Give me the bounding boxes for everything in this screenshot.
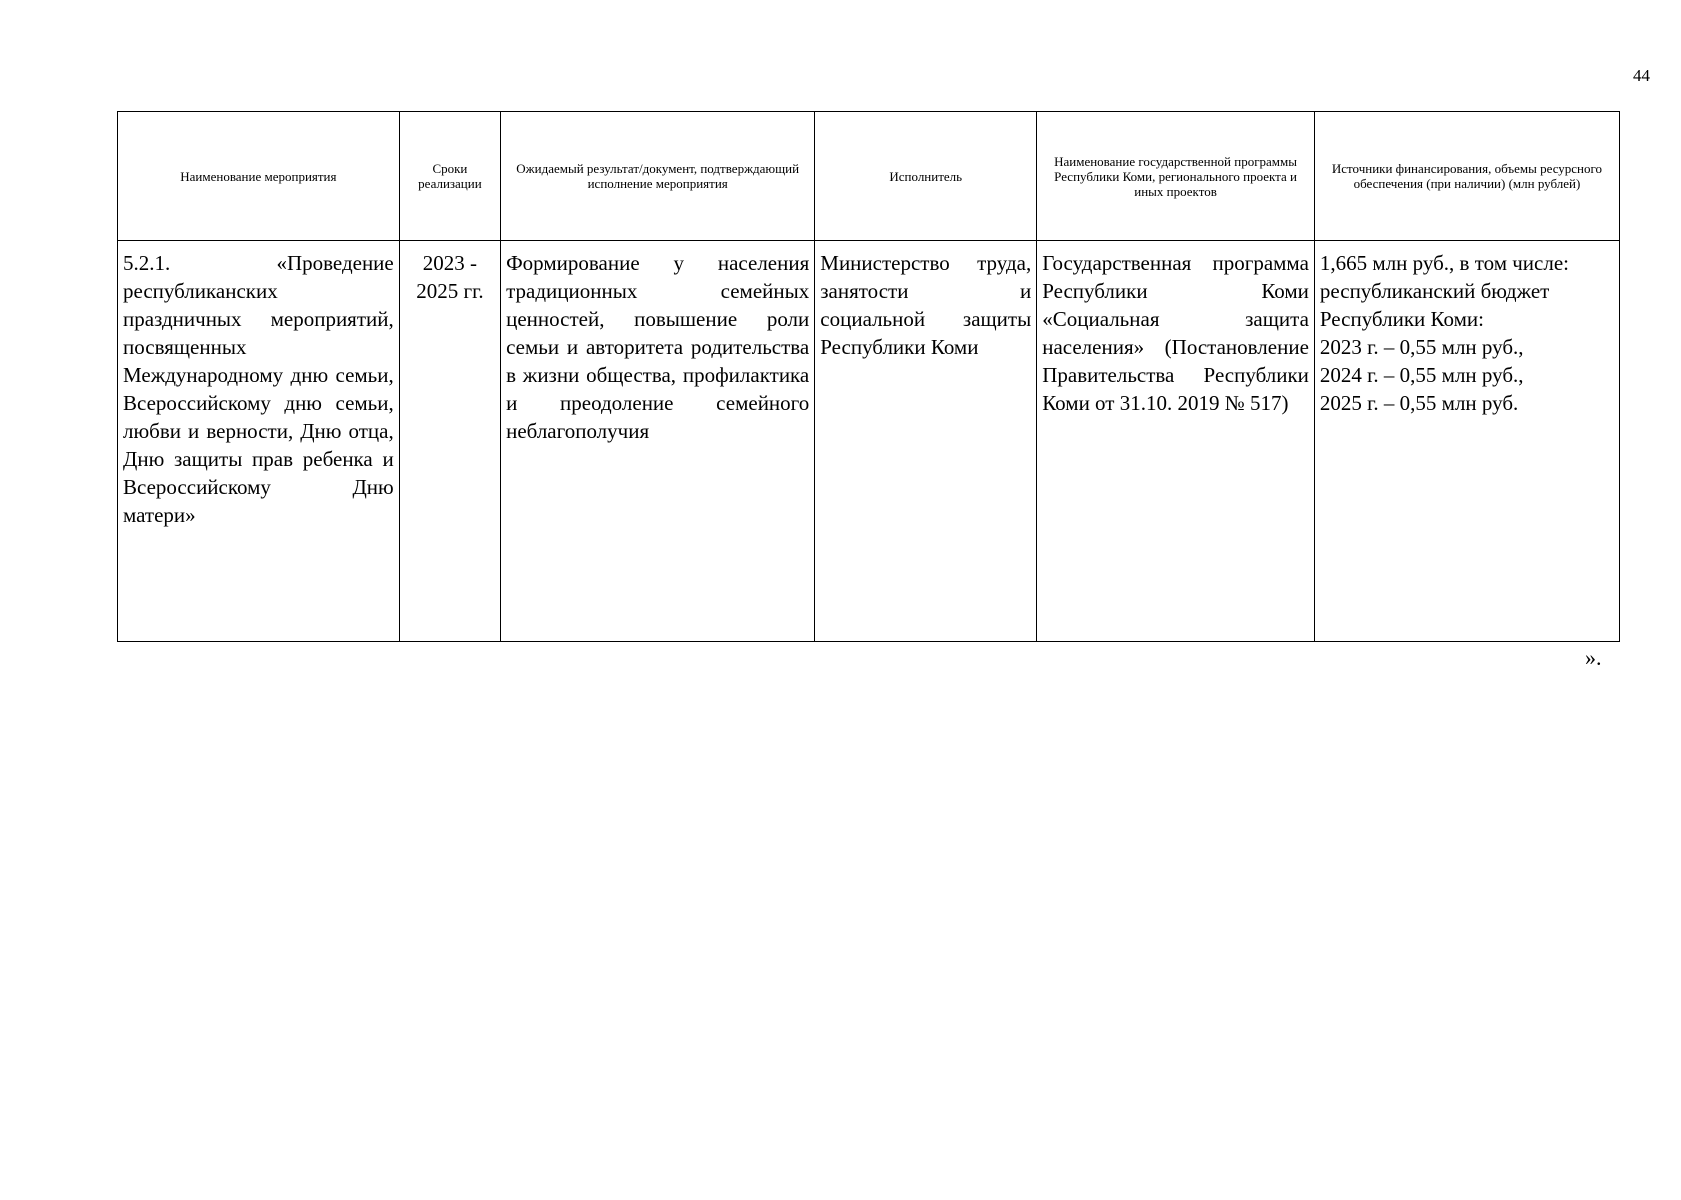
closing-quote-mark: ». xyxy=(1585,645,1602,670)
funding-2024: 2024 г. – 0,55 млн руб., xyxy=(1319,363,1524,387)
funding-2023: 2023 г. – 0,55 млн руб., xyxy=(1319,335,1524,359)
header-period: Сроки реализации xyxy=(399,112,500,241)
cell-period: 2023 - 2025 гг. xyxy=(399,241,500,642)
header-funding: Источники финансирования, объемы ресурсного обеспечения (при наличии) (млн рублей) xyxy=(1314,112,1619,241)
measures-table xyxy=(117,111,1620,642)
funding-total: 1,665 млн руб., в том числе: xyxy=(1319,251,1570,275)
cell-funding xyxy=(1314,241,1619,642)
table-row xyxy=(118,241,1620,642)
cell-event: 5.2.1. «Проведение республиканских праздничных мероприятий, посвященных Международному дню семьи, Всероссийскому дню семьи, любви и верности, Дню отца, Дню защиты прав ребенка и Всероссийскому Дню матери» xyxy=(118,241,400,642)
header-executor: Исполнитель xyxy=(815,112,1037,241)
page-number: 44 xyxy=(1633,66,1650,85)
funding-2025: 2025 г. – 0,55 млн руб. xyxy=(1319,391,1519,415)
header-expected-result: Ожидаемый результат/документ, подтверждающий исполнение мероприятия xyxy=(501,112,815,241)
table-header-row xyxy=(118,112,1620,241)
cell-program: Государственная программа Республики Коми «Социальная защита населения» (Постановление Правительства Республики Коми от 31.10. 2019 № 517) xyxy=(1037,241,1315,642)
header-program: Наименование государственной программы Республики Коми, регионального проекта и иных проектов xyxy=(1037,112,1315,241)
cell-result: Формирование у населения традиционных семейных ценностей, повышение роли семьи и авторитета родительства в жизни общества, профилактика и преодоление семейного неблагополучия xyxy=(501,241,815,642)
header-event-name: Наименование мероприятия xyxy=(118,112,400,241)
cell-executor: Министерство труда, занятости и социальной защиты Республики Коми xyxy=(815,241,1037,642)
funding-source: республиканский бюджет Республики Коми: xyxy=(1319,279,1550,331)
